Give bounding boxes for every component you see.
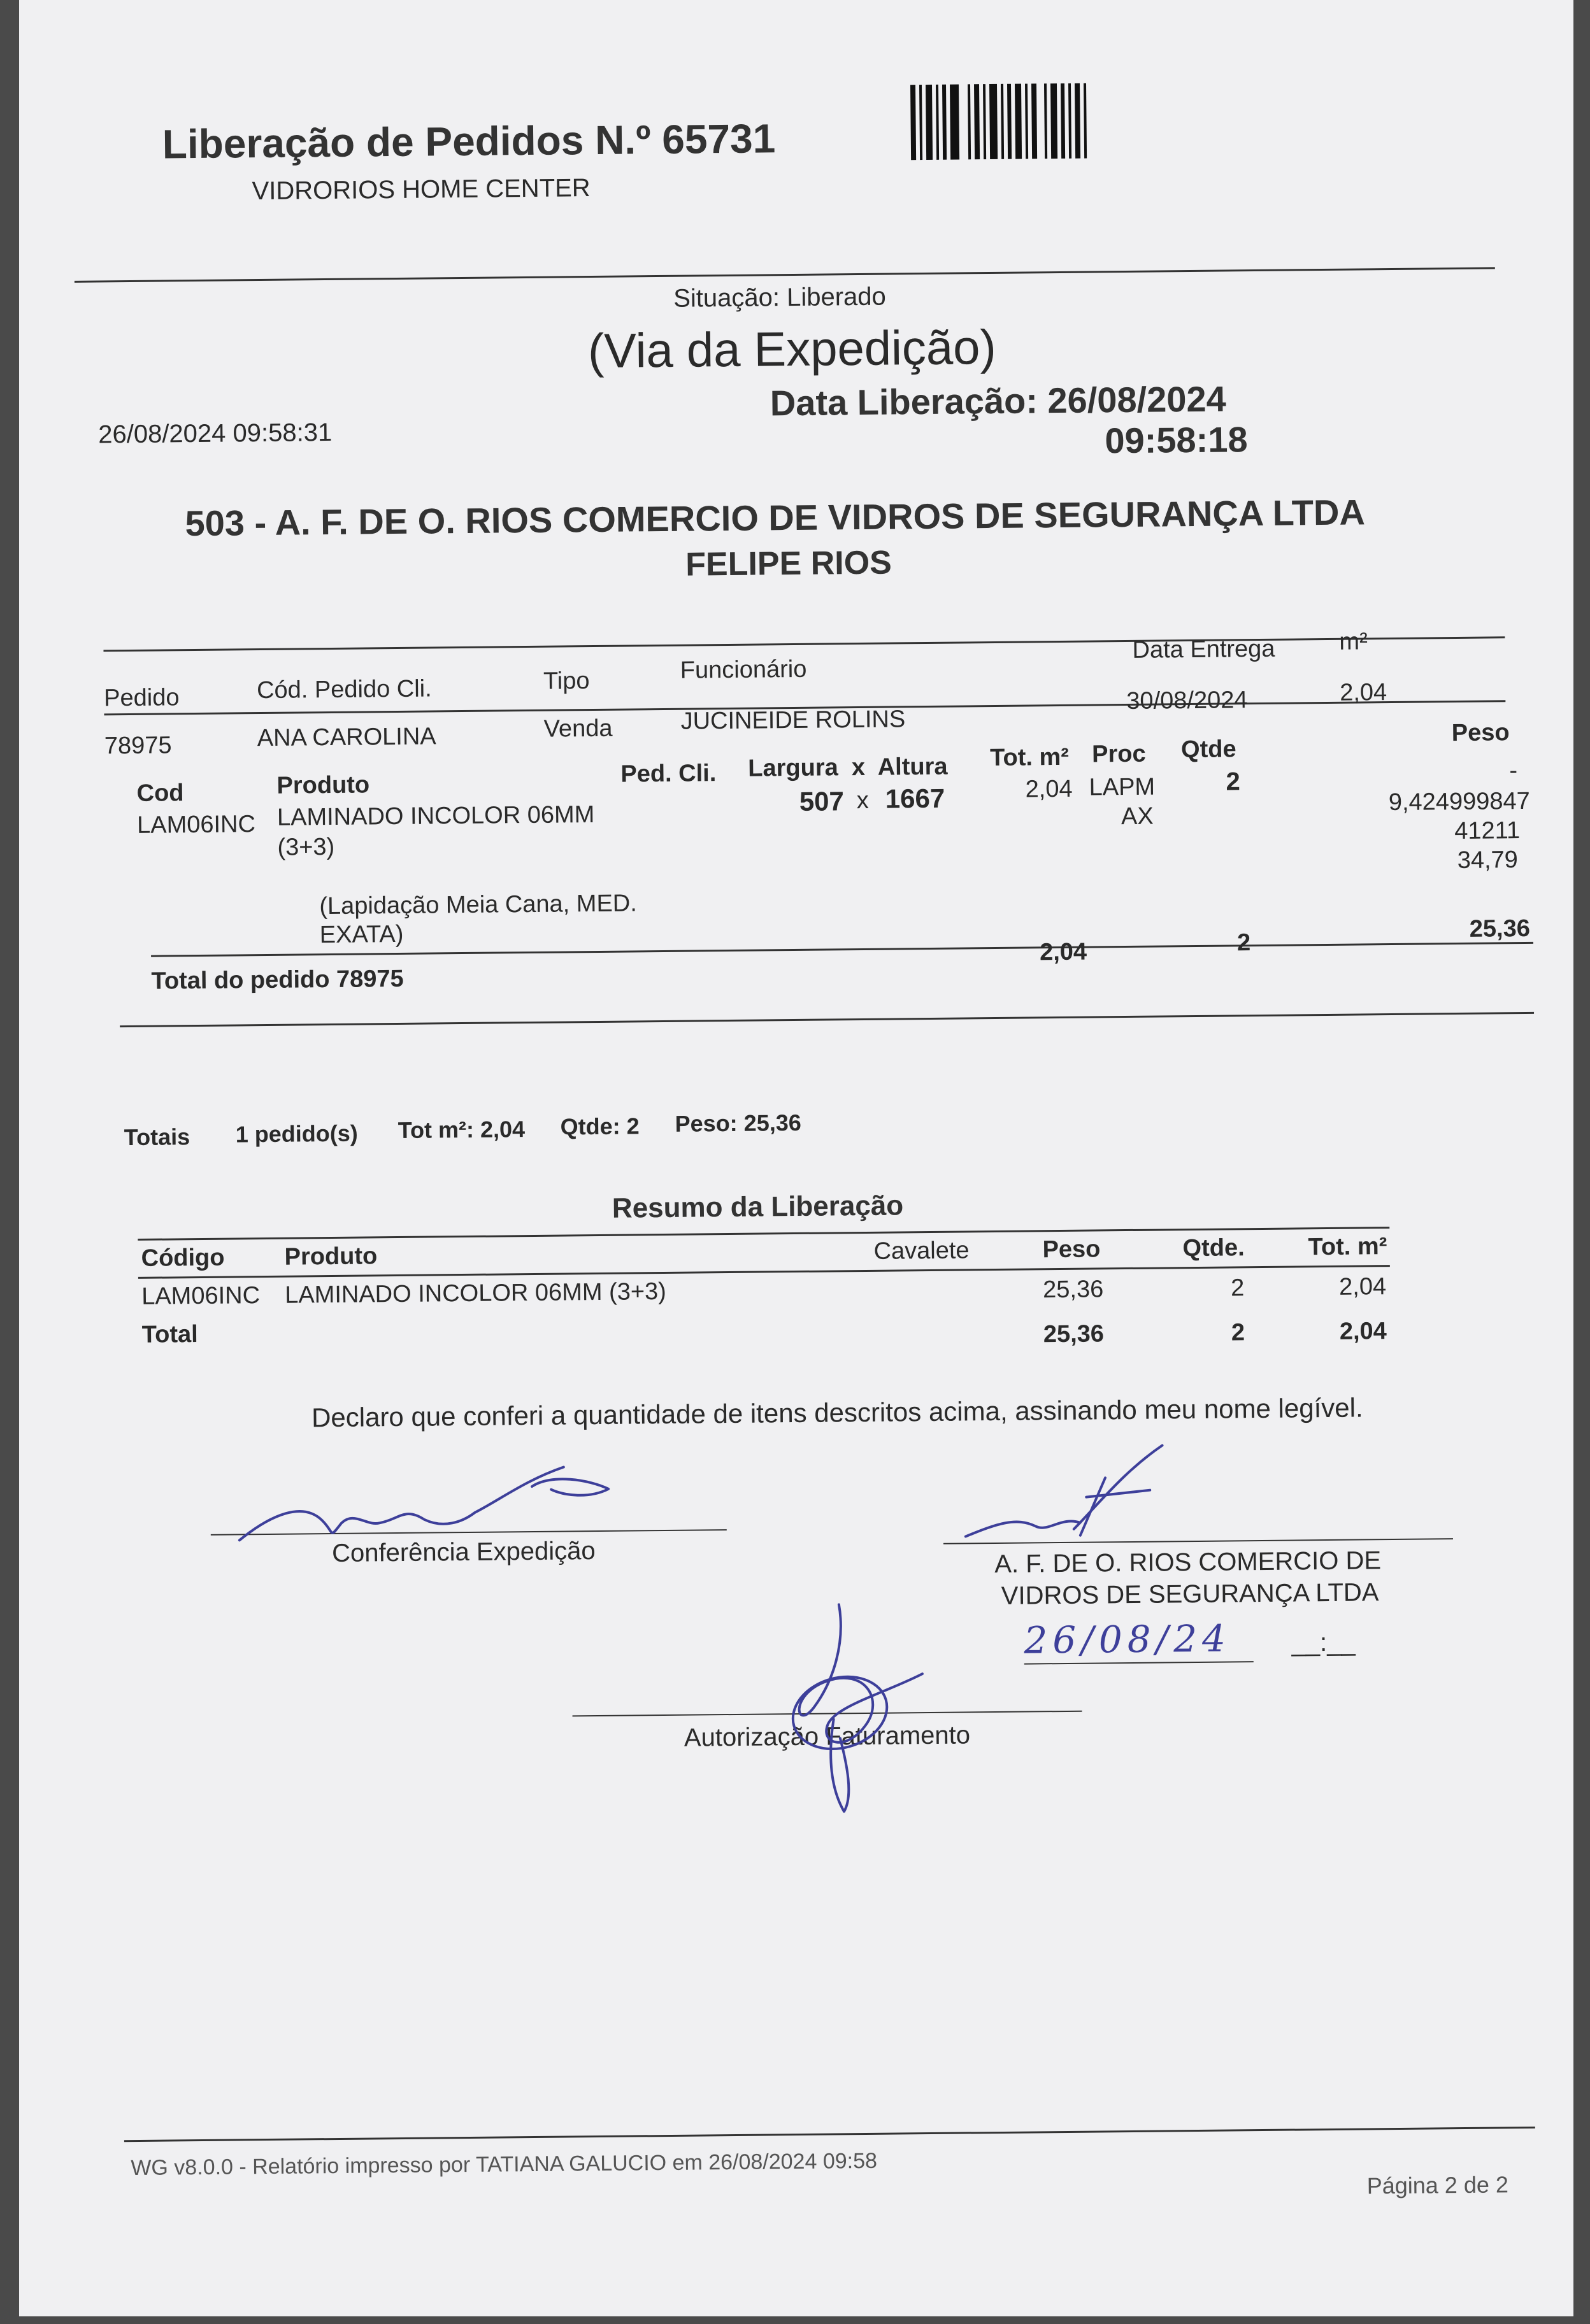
col-header-tipo: Tipo bbox=[543, 667, 590, 695]
resumo-header-qtde: Qtde. bbox=[1182, 1234, 1245, 1262]
release-time: 09:58:18 bbox=[1105, 419, 1248, 461]
item-obs-line2: EXATA) bbox=[319, 920, 404, 949]
item-header-qtde: Qtde bbox=[1180, 736, 1236, 764]
resumo-total-peso: 25,36 bbox=[1043, 1320, 1105, 1348]
resumo-header-peso: Peso bbox=[1042, 1236, 1101, 1264]
item-header-ped-cli: Ped. Cli. bbox=[620, 760, 717, 788]
item-peso-line4: 34,79 bbox=[1457, 846, 1519, 874]
item-produto-line1: LAMINADO INCOLOR 06MM bbox=[276, 801, 595, 831]
signature-client bbox=[958, 1439, 1201, 1550]
resumo-row-codigo: LAM06INC bbox=[141, 1282, 261, 1310]
col-header-m2: m² bbox=[1339, 628, 1368, 655]
handwritten-date: 26/08/24 bbox=[1024, 1616, 1231, 1662]
resumo-row-qtde: 2 bbox=[1230, 1274, 1245, 1302]
item-obs-line1: (Lapidação Meia Cana, MED. bbox=[319, 890, 638, 920]
item-peso-line1: - bbox=[1509, 757, 1518, 785]
totais-pedidos: 1 pedido(s) bbox=[235, 1120, 358, 1148]
order-table-top-line bbox=[103, 636, 1505, 652]
resumo-row-produto: LAMINADO INCOLOR 06MM (3+3) bbox=[285, 1278, 667, 1309]
print-datetime: 26/08/2024 09:58:31 bbox=[98, 418, 333, 449]
item-header-peso: Peso bbox=[1451, 719, 1510, 747]
signature-label-autorizacao: Autorização Faturamento bbox=[684, 1721, 971, 1752]
totais-qtde: Qtde: 2 bbox=[560, 1113, 640, 1140]
item-largura: 507 bbox=[799, 786, 845, 816]
item-peso-line2: 9,424999847 bbox=[1388, 787, 1530, 816]
resumo-total-label: Total bbox=[141, 1321, 198, 1348]
signature-client-line1: A. F. DE O. RIOS COMERCIO DE bbox=[994, 1546, 1382, 1579]
item-cod: LAM06INC bbox=[136, 811, 256, 839]
signature-autorizacao bbox=[756, 1591, 949, 1822]
item-header-largura-altura: Largura x Altura bbox=[748, 753, 948, 782]
order-data-entrega: 30/08/2024 bbox=[1126, 687, 1248, 715]
header-divider bbox=[75, 267, 1495, 282]
company-name: VIDRORIOS HOME CENTER bbox=[252, 174, 591, 206]
totais-tot-m2: Tot m²: 2,04 bbox=[398, 1116, 526, 1143]
signature-label-conferencia: Conferência Expedição bbox=[331, 1537, 596, 1568]
col-header-data-entrega: Data Entrega bbox=[1132, 635, 1275, 664]
client-contact: FELIPE RIOS bbox=[685, 544, 892, 583]
resumo-header-produto: Produto bbox=[284, 1243, 378, 1271]
order-total-peso: 25,36 bbox=[1469, 915, 1531, 943]
resumo-header-cavalete: Cavalete bbox=[873, 1237, 970, 1265]
item-altura: 1667 bbox=[885, 783, 945, 814]
order-total-m2: 2,04 bbox=[1039, 938, 1087, 966]
footer-page: Página 2 de 2 bbox=[1366, 2171, 1509, 2199]
resumo-row-peso: 25,36 bbox=[1042, 1276, 1104, 1304]
totais-label: Totais bbox=[124, 1123, 190, 1151]
col-header-funcionario: Funcionário bbox=[680, 655, 807, 684]
order-cod-pedido-cli: ANA CAROLINA bbox=[257, 723, 436, 752]
item-peso-line3: 41211 bbox=[1454, 817, 1521, 845]
document-title: Liberação de Pedidos N.º 65731 bbox=[162, 115, 776, 168]
order-total-label: Total do pedido 78975 bbox=[151, 965, 404, 995]
release-date: Data Liberação: 26/08/2024 bbox=[770, 378, 1227, 424]
resumo-row-tot-m2: 2,04 bbox=[1338, 1273, 1387, 1301]
time-placeholder: __:__ bbox=[1291, 1628, 1356, 1657]
order-funcionario: JUCINEIDE ROLINS bbox=[680, 706, 906, 735]
order-m2: 2,04 bbox=[1340, 679, 1387, 706]
status-text: Situação: Liberado bbox=[673, 282, 886, 313]
col-header-pedido: Pedido bbox=[103, 684, 180, 712]
item-tot-m2: 2,04 bbox=[1025, 775, 1073, 803]
item-proc-line1: LAPM bbox=[1089, 773, 1156, 801]
footer-line bbox=[124, 2127, 1535, 2142]
resumo-header-tot-m2: Tot. m² bbox=[1308, 1233, 1387, 1261]
resumo-total-tot-m2: 2,04 bbox=[1339, 1318, 1387, 1345]
item-proc-line2: AX bbox=[1121, 802, 1154, 831]
item-header-proc: Proc bbox=[1091, 740, 1146, 768]
signature-client-line2: VIDROS DE SEGURANÇA LTDA bbox=[1001, 1578, 1379, 1610]
declaration-text: Declaro que conferi a quantidade de itens descritos acima, assinando meu nome legível. bbox=[311, 1392, 1363, 1433]
order-total-qtde: 2 bbox=[1236, 929, 1251, 957]
client-name: 503 - A. F. DE O. RIOS COMERCIO DE VIDROS DE SEGURANÇA LTDA bbox=[185, 492, 1366, 544]
resumo-header-codigo: Código bbox=[141, 1244, 225, 1272]
item-produto-line2: (3+3) bbox=[277, 833, 335, 861]
item-header-tot-m2: Tot. m² bbox=[989, 743, 1070, 772]
resumo-title: Resumo da Liberação bbox=[612, 1190, 904, 1224]
signature-conferencia bbox=[233, 1460, 628, 1560]
item-qtde: 2 bbox=[1226, 767, 1240, 796]
order-pedido: 78975 bbox=[104, 732, 172, 760]
item-x: x bbox=[856, 787, 869, 815]
totais-peso: Peso: 25,36 bbox=[675, 1109, 801, 1137]
order-tipo: Venda bbox=[543, 715, 613, 743]
col-header-cod-pedido-cli: Cód. Pedido Cli. bbox=[256, 675, 432, 704]
resumo-total-qtde: 2 bbox=[1231, 1319, 1245, 1346]
footer-report: WG v8.0.0 - Relatório impresso por TATIANA GALUCIO em 26/08/2024 09:58 bbox=[131, 2148, 878, 2181]
order-table-bottom-line bbox=[120, 1012, 1534, 1027]
copy-type: (Via da Expedição) bbox=[587, 320, 997, 379]
item-header-produto: Produto bbox=[276, 771, 370, 799]
barcode bbox=[910, 82, 1163, 160]
item-header-cod: Cod bbox=[136, 780, 184, 807]
document-page bbox=[19, 0, 1573, 2316]
